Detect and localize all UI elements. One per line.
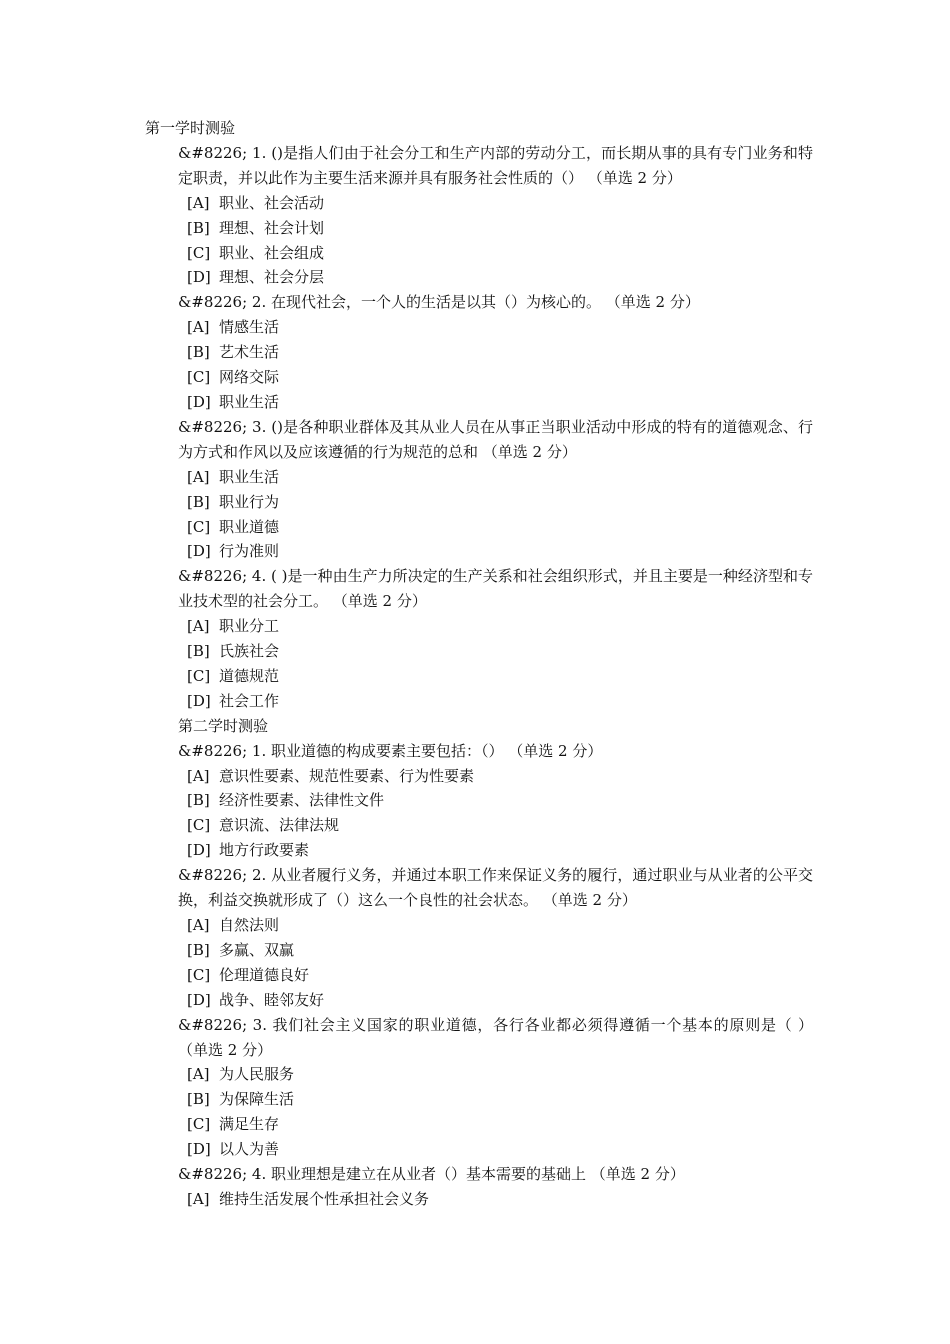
option-text: 行为准则 xyxy=(219,542,280,561)
option-item xyxy=(145,614,813,639)
option-item xyxy=(145,365,813,390)
option-item xyxy=(145,1062,813,1087)
option-letter: [C] xyxy=(187,243,211,262)
option-letter: [B] xyxy=(187,218,210,237)
option-letter: [C] xyxy=(187,1115,211,1134)
option-text: 职业行为 xyxy=(219,492,280,511)
option-letter: [B] xyxy=(187,1090,210,1109)
option-item xyxy=(145,539,813,564)
option-text: 理想、社会计划 xyxy=(219,218,325,237)
option-item xyxy=(145,1087,813,1112)
section-title: 第二学时测验 xyxy=(178,716,269,735)
option-text: 以人为善 xyxy=(219,1140,280,1159)
option-item xyxy=(145,913,813,938)
option-letter: [C] xyxy=(187,816,211,835)
option-letter: [B] xyxy=(187,642,210,661)
option-letter: [B] xyxy=(187,343,210,362)
document-body xyxy=(145,116,813,1212)
option-text: 职业分工 xyxy=(219,617,280,636)
option-item xyxy=(145,938,813,963)
option-text: 意识性要素、规范性要素、行为性要素 xyxy=(219,766,475,785)
option-item xyxy=(145,265,813,290)
option-item xyxy=(145,340,813,365)
option-letter: [A] xyxy=(187,193,210,212)
option-text: 意识流、法律法规 xyxy=(219,816,340,835)
option-item xyxy=(145,988,813,1013)
option-text: 经济性要素、法律性文件 xyxy=(219,791,385,810)
option-letter: [D] xyxy=(187,1140,211,1159)
option-text: 多赢、双赢 xyxy=(219,940,295,959)
option-item xyxy=(145,788,813,813)
option-letter: [A] xyxy=(187,916,210,934)
option-text: 伦理道德良好 xyxy=(219,965,310,984)
option-item xyxy=(145,1112,813,1137)
option-letter: [D] xyxy=(187,268,211,287)
option-item xyxy=(145,963,813,988)
option-text: 职业生活 xyxy=(219,392,280,411)
option-item xyxy=(145,241,813,266)
option-letter: [A] xyxy=(187,467,210,486)
option-item xyxy=(145,315,813,340)
option-text: 战争、睦邻友好 xyxy=(219,990,325,1009)
option-text: 为保障生活 xyxy=(219,1090,295,1109)
option-letter: [A] xyxy=(187,617,210,636)
option-text: 自然法则 xyxy=(219,916,280,934)
option-item xyxy=(145,515,813,540)
option-text: 社会工作 xyxy=(219,691,280,710)
option-text: 情感生活 xyxy=(219,318,280,337)
option-letter: [B] xyxy=(187,940,210,959)
question-text: &#8226; 1. 职业道德的构成要素主要包括：（） （单选 2 分） xyxy=(178,741,603,760)
option-item xyxy=(145,838,813,863)
option-item xyxy=(145,689,813,714)
option-text: 地方行政要素 xyxy=(219,841,310,860)
option-letter: [A] xyxy=(187,318,210,337)
option-item xyxy=(145,1187,813,1212)
option-text: 满足生存 xyxy=(219,1115,280,1134)
option-letter: [D] xyxy=(187,392,211,411)
option-item xyxy=(145,191,813,216)
option-letter: [A] xyxy=(187,766,210,785)
question-text: &#8226; 3. ()是各种职业群体及其从业人员在从事正当职业活动中形成的特有的道德观念、行为方式和作风以及应该遵循的行为规范的总和 （单选 2 分） xyxy=(178,417,813,461)
option-text: 氏族社会 xyxy=(219,642,280,661)
option-text: 维持生活发展个性承担社会义务 xyxy=(219,1189,430,1208)
question-text: &#8226; 2. 在现代社会，一个人的生活是以其（）为核心的。 （单选 2 分） xyxy=(178,293,700,312)
option-item xyxy=(145,813,813,838)
option-item xyxy=(145,1137,813,1162)
option-letter: [C] xyxy=(187,965,211,984)
question-text: &#8226; 2. 从业者履行义务，并通过本职工作来保证义务的履行，通过职业与从业者的公平交换，利益交换就形成了（）这么一个良性的社会状态。 （单选 2 分） xyxy=(178,866,813,910)
option-letter: [B] xyxy=(187,492,210,511)
option-item xyxy=(145,465,813,490)
question-text: &#8226; 1. ()是指人们由于社会分工和生产内部的劳动分工，而长期从事的具有专门业务和特定职责，并以此作为主要生活来源并具有服务社会性质的（） （单选 2 分） xyxy=(178,143,813,187)
option-letter: [D] xyxy=(187,542,211,561)
option-item xyxy=(145,664,813,689)
option-item xyxy=(145,764,813,789)
option-item xyxy=(145,390,813,415)
page-title: 第一学时测验 xyxy=(145,119,236,137)
option-text: 职业生活 xyxy=(219,467,280,486)
option-item xyxy=(145,490,813,515)
question-text: &#8226; 4. ( )是一种由生产力所决定的生产关系和社会组织形式，并且主要是一种经济型和专业技术型的社会分工。 （单选 2 分） xyxy=(178,567,813,611)
option-letter: [C] xyxy=(187,517,211,536)
option-letter: [B] xyxy=(187,791,210,810)
option-letter: [D] xyxy=(187,841,211,860)
option-text: 职业、社会组成 xyxy=(219,243,325,262)
option-letter: [C] xyxy=(187,368,211,387)
option-text: 艺术生活 xyxy=(219,343,280,362)
option-text: 职业道德 xyxy=(219,517,280,536)
option-letter: [A] xyxy=(187,1065,210,1084)
option-text: 网络交际 xyxy=(219,368,280,387)
option-text: 为人民服务 xyxy=(219,1065,295,1084)
option-letter: [A] xyxy=(187,1189,210,1208)
option-letter: [D] xyxy=(187,990,211,1009)
question-text: &#8226; 4. 职业理想是建立在从业者（）基本需要的基础上 （单选 2 分） xyxy=(178,1165,685,1184)
option-letter: [D] xyxy=(187,691,211,710)
option-text: 道德规范 xyxy=(219,666,280,685)
question-text: &#8226; 3. 我们社会主义国家的职业道德，各行各业都必须得遵循一个基本的原则是（ ） （单选 2 分） xyxy=(178,1015,813,1059)
option-item xyxy=(145,639,813,664)
option-letter: [C] xyxy=(187,666,211,685)
option-text: 理想、社会分层 xyxy=(219,268,325,287)
option-item xyxy=(145,216,813,241)
option-text: 职业、社会活动 xyxy=(219,193,325,212)
